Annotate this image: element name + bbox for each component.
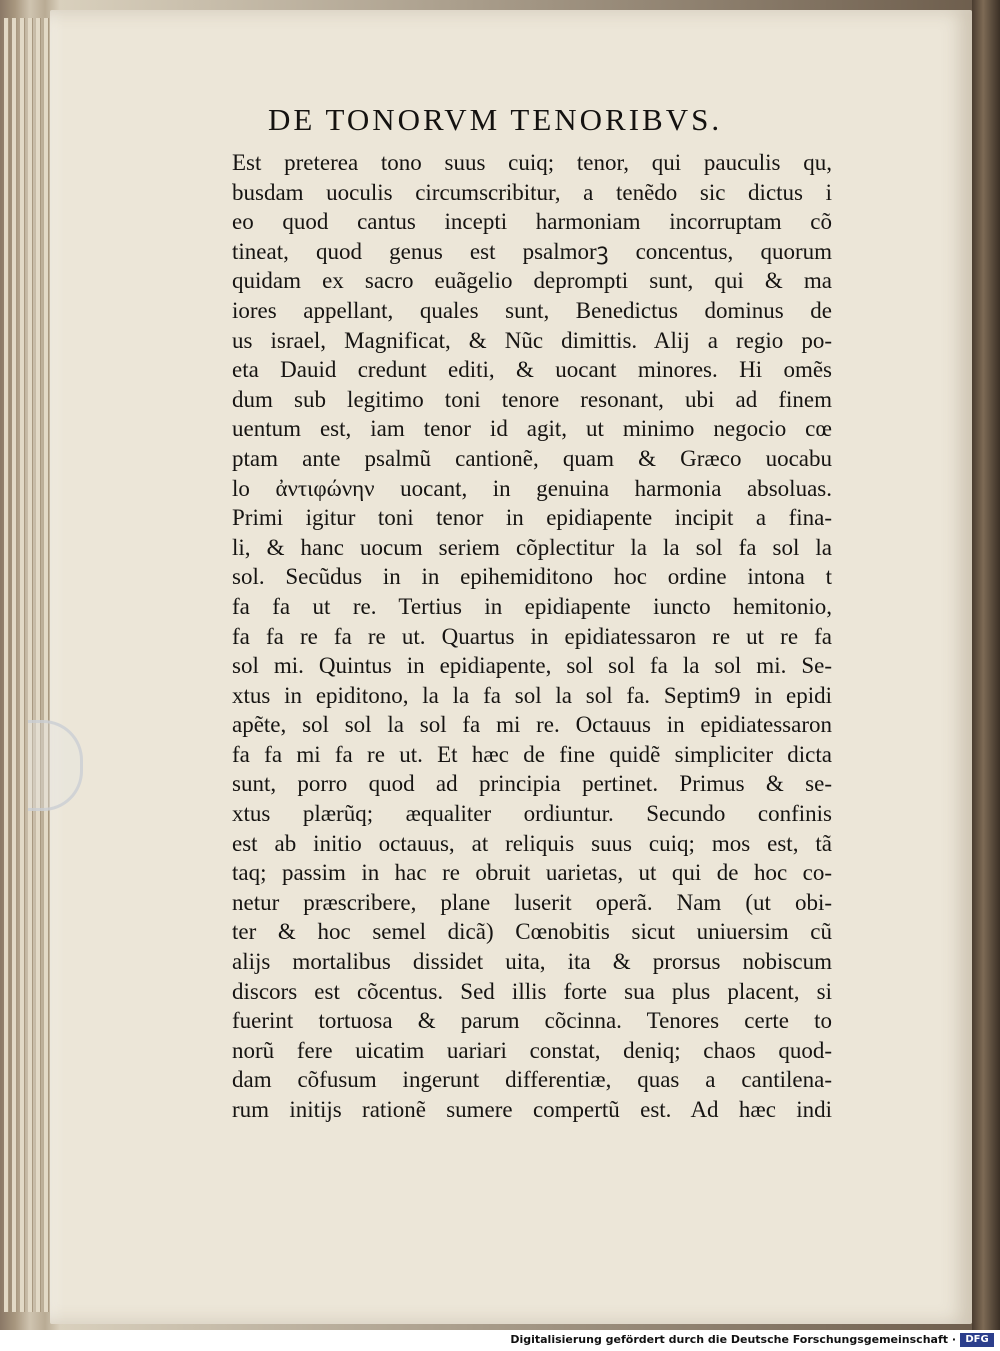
text-line: sol mi. Quintus in epidiapente, sol sol fa la sol mi. Se- — [232, 653, 832, 679]
text-line: taq; passim in hac re obruit uarietas, ut qui de hoc co- — [232, 860, 832, 886]
text-line: est ab initio octauus, at reliquis suus cuiq; mos est, tã — [232, 830, 832, 856]
book-spine-shadow — [972, 0, 1000, 1330]
text-line: ter & hoc semel dicã) Cœnobitis sicut uniuersim cũ — [232, 919, 832, 945]
page-edge — [20, 18, 25, 1312]
footer-bar — [0, 1330, 1000, 1351]
body-text — [232, 148, 832, 1125]
text-line: rum initijs rationẽ sumere compertũ est. Ad hæc indi — [232, 1097, 832, 1122]
text-line: quidam ex sacro euãgelio deprompti sunt, qui & ma — [232, 268, 832, 294]
text-line: fa fa ut re. Tertius in epidiapente iuncto hemitonio, — [232, 593, 832, 619]
text-line: li, & hanc uocum seriem cõplectitur la la sol fa sol la — [232, 534, 832, 560]
page-edge — [44, 18, 49, 1312]
text-line: iores appellant, quales sunt, Benedictus dominus de — [232, 297, 832, 323]
text-line: netur præscribere, plane luserit operã. Nam (ut obi- — [232, 889, 832, 915]
text-line: Primi igitur toni tenor in epidiapente incipit a fina- — [232, 505, 832, 531]
text-line: us israel, Magnificat, & Nũc dimittis. Alij a regio po- — [232, 327, 832, 353]
text-line: sol. Secũdus in in epihemiditono hoc ordine intona t — [232, 564, 832, 590]
text-line: discors est cõcentus. Sed illis forte sua plus placent, si — [232, 978, 832, 1004]
text-line: ptam ante psalmũ cantionẽ, quam & Græco uocabu — [232, 445, 832, 471]
text-line: fa fa mi fa re ut. Et hæc de fine quidẽ simpliciter dicta — [232, 741, 832, 767]
page-edge — [36, 18, 41, 1312]
text-line: lo ἀντιφώνην uocant, in genuina harmonia absoluas. — [232, 475, 832, 501]
text-line: apẽte, sol sol la sol fa mi re. Octauus in epidiatessaron — [232, 712, 832, 738]
text-line: eta Dauid credunt editi, & uocant minores. Hi omẽs — [232, 357, 832, 383]
text-line: xtus plærũq; æqualiter ordiuntur. Secundo confinis — [232, 801, 832, 827]
text-line: norũ fere uicatim uariari constat, deniq; chaos quod- — [232, 1037, 832, 1063]
page-edge — [28, 18, 33, 1312]
text-line: tineat, quod genus est psalmorꝫ concentus, quorum — [232, 238, 832, 264]
page-edge — [4, 18, 9, 1312]
page-edge — [12, 18, 17, 1312]
text-line: busdam uoculis circumscribitur, a tenẽdo sic dictus i — [232, 179, 832, 205]
text-line: Est preterea tono suus cuiq; tenor, qui pauculis qu, — [232, 150, 832, 175]
text-line: alijs mortalibus dissidet uita, ita & prorsus nobiscum — [232, 949, 832, 975]
funding-notice: Digitalisierung gefördert durch die Deutsche Forschungsgemeinschaft · — [510, 1333, 956, 1346]
text-line: dum sub legitimo toni tenore resonant, ubi ad finem — [232, 386, 832, 412]
text-line: xtus in epiditono, la la fa sol la sol fa. Septim9 in epidi — [232, 682, 832, 708]
dfg-logo-icon: DFG — [960, 1333, 994, 1347]
text-line: fuerint tortuosa & parum cõcinna. Tenores certe to — [232, 1008, 832, 1034]
text-line: fa fa re fa re ut. Quartus in epidiatessaron re ut re fa — [232, 623, 832, 649]
text-line: uentum est, iam tenor id agit, ut minimo negocio cœ — [232, 416, 832, 442]
text-line: sunt, porro quod ad principia pertinet. Primus & se- — [232, 771, 832, 797]
text-line: dam cõfusum ingerunt differentiæ, quas a cantilena- — [232, 1067, 832, 1093]
text-line: eo quod cantus incepti harmoniam incorruptam cõ — [232, 209, 832, 235]
page-heading: DE TONORVM TENORIBVS. — [268, 102, 723, 137]
